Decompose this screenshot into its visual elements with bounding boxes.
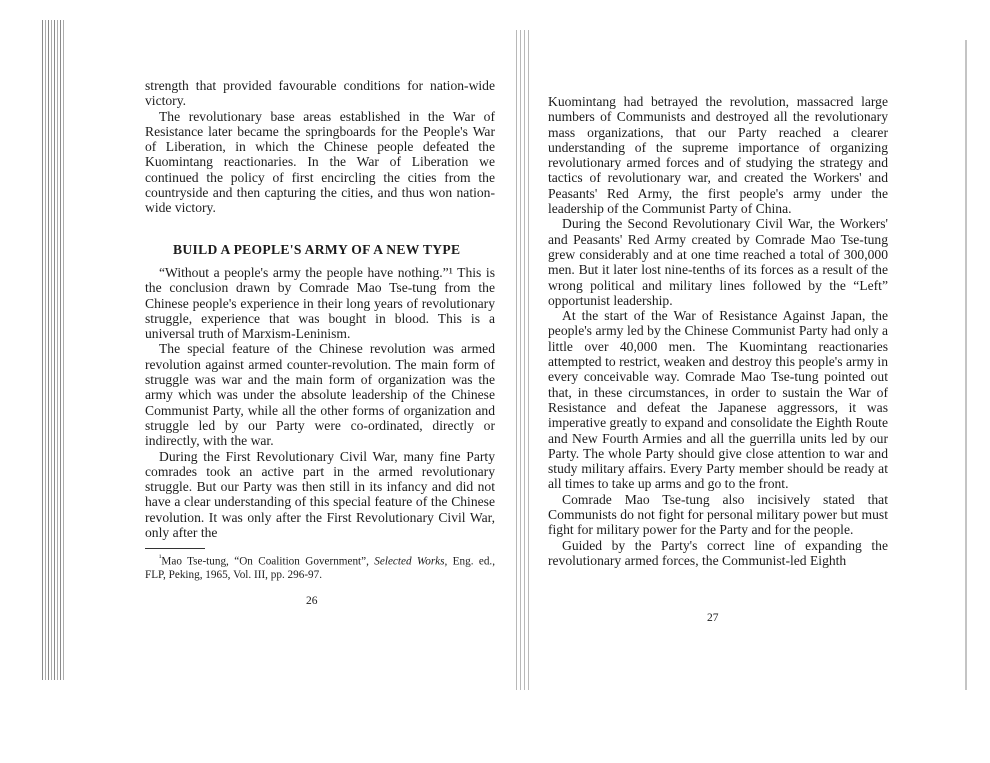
right-paragraph-2: During the Second Revolutionary Civil War, the Workers' and Peasants' Red Army created by Comrade Mao Tse-tung grew considerably and at one time reached a total of 300,000 men. But it later lost nine-tenths of its forces as a result of the wrong political and military lines followed by the “Left” opportunist leadership. [548, 216, 888, 308]
left-paragraph-2: The revolutionary base areas established in the War of Resistance later became the springboards for the People's War of Liberation, in which the Chinese people defeated the Kuomintang reactionaries. In the War of Liberation we continued the policy of first encircling the cities from the countryside and then capturing the cities, and thus won nation-wide victory. [145, 108, 495, 216]
page-number-left: 26 [306, 595, 318, 607]
left-paragraph-1: strength that provided favourable conditions for nation-wide victory. [145, 78, 495, 109]
footnote-rule [145, 548, 205, 549]
footnote-italic: Selected Works, [374, 556, 448, 569]
section-heading: BUILD A PEOPLE'S ARMY OF A NEW TYPE [173, 241, 461, 257]
footnote-text: Mao Tse-tung, “On Coalition Government”, [161, 556, 369, 569]
left-paragraph-3: “Without a people's army the people have nothing.”¹ This is the conclusion drawn by Comrade Mao Tse-tung from the Chinese people's experience in their long years of revolutionary struggle, experience that was bought in blood. This is a universal truth of Marxism-Leninism. [145, 264, 495, 342]
footnote-tail: Eng. ed., FLP, Peking, 1965, Vol. III, pp. 296-97. [145, 556, 496, 581]
right-paragraph-5: Guided by the Party's correct line of expanding the revolutionary armed forces, the Communist-led Eighth [548, 537, 888, 568]
right-paragraph-4: Comrade Mao Tse-tung also incisively stated that Communists do not fight for personal military power but must fight for military power for the Party and for the people. [548, 491, 888, 538]
right-paragraph-3: At the start of the War of Resistance Against Japan, the people's army led by the Chinese Communist Party had only a little over 40,000 men. The Kuomintang reactionaries attempted to restrict, weaken and destroy this people's army in every conceivable way. Comrade Mao Tse-tung pointed out that, in these circumstances, in order to sustain the War of Resistance and defeat the Japanese aggressors, it was imperative greatly to expand and consolidate the Eighth Route and New Fourth Armies and all the guerrilla units led by our Party. The whole Party should give close attention to war and study military affairs. Every Party member should be ready at all times to take up arms and go to the front. [548, 308, 888, 492]
page-number-right: 27 [707, 612, 719, 624]
left-paragraph-5: During the First Revolutionary Civil War, many fine Party comrades took an active part in the armed revolutionary struggle. But our Party was then still in its infancy and did not have a clear understanding of this special feature of the Chinese revolution. It was only after the First Revolutionary Civil War, only after the [145, 448, 495, 541]
right-edge-shadow [965, 40, 967, 690]
footnote-marker: ¹ [159, 553, 162, 563]
footnote [145, 552, 495, 581]
left-binding-shadow [42, 20, 66, 680]
center-gutter-shadow [516, 30, 530, 690]
right-paragraph-1: Kuomintang had betrayed the revolution, massacred large numbers of Communists and destroyed all the revolutionary mass organizations, that our Party reached a clearer understanding of the supreme importance of organizing revolutionary armed forces and of studying the strategy and tactics of revolutionary war, and created the Workers' and Peasants' Red Army, the first people's army under the leadership of the Communist Party of China. [548, 94, 888, 217]
right-page [548, 94, 888, 568]
left-page [145, 78, 495, 581]
left-paragraph-4: The special feature of the Chinese revolution was armed revolution against armed counter-revolution. The main form of struggle was war and the main form of organization was the army which was under the absolute leadership of the Chinese Communist Party, while all the other forms of organization and struggle led by our Party were co-ordinated, directly or indirectly, with the war. [145, 341, 495, 449]
